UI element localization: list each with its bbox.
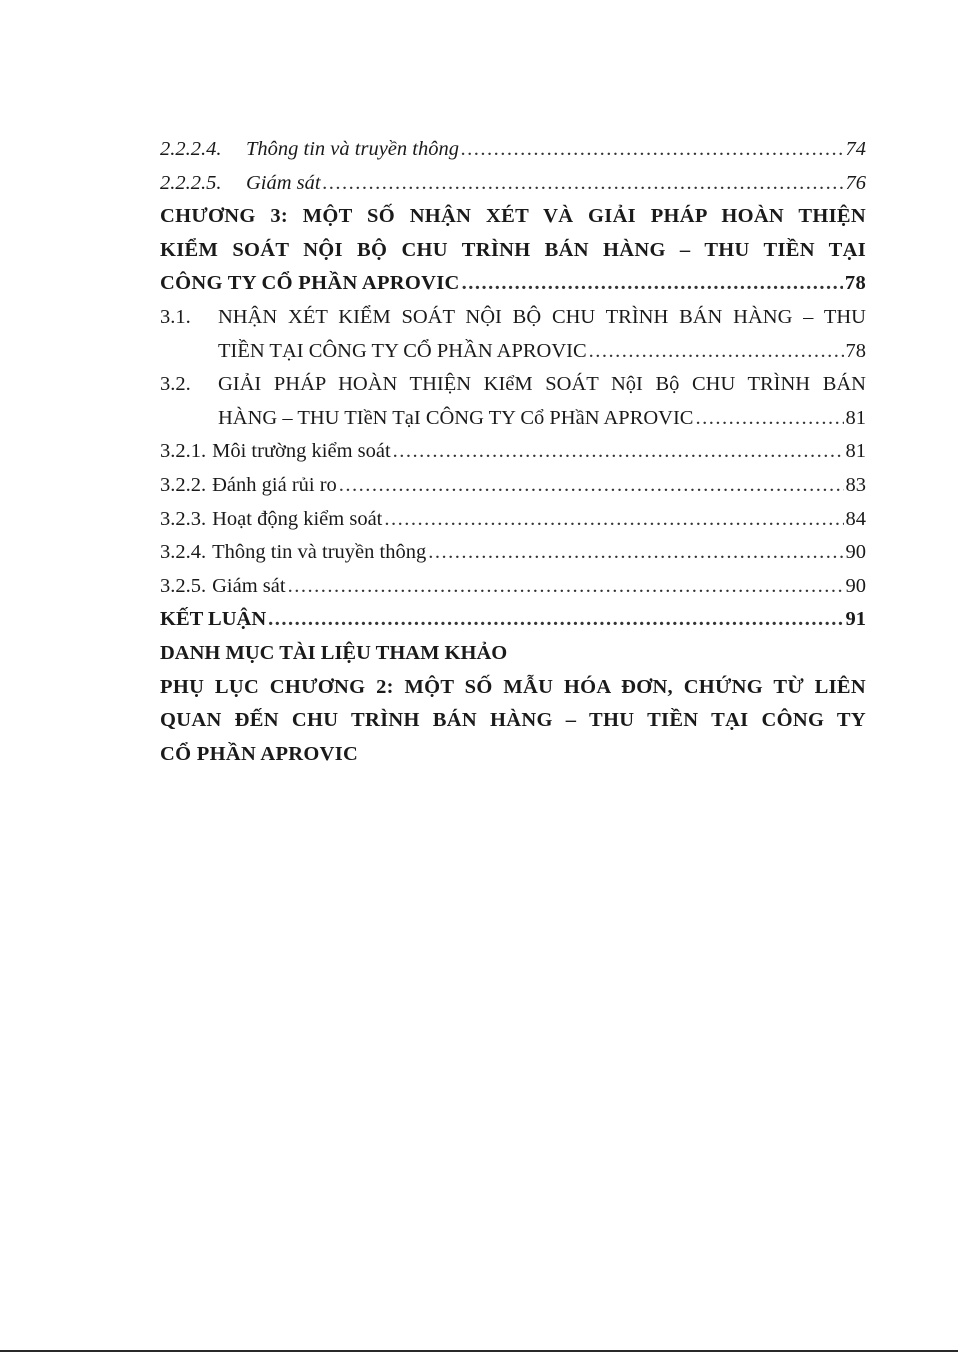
- section-3-1-last-line: [160, 335, 866, 369]
- toc-entry-title: Môi trường kiểm soát: [212, 440, 391, 463]
- section-3-2-first-line: [160, 368, 866, 402]
- toc-entry-number: 3.2.4.: [160, 541, 207, 564]
- toc-entry-page: 84: [845, 507, 866, 530]
- section-3-1-title-line-1: NHẬN XÉT KIỂM SOÁT NỘI BỘ CHU TRÌNH BÁN HÀNG – THU: [218, 305, 866, 328]
- toc-entry-3-2-5[interactable]: [160, 570, 866, 604]
- toc-entry-references[interactable]: [160, 637, 866, 671]
- toc-entry-page: 78: [844, 272, 866, 295]
- toc-section-3-2[interactable]: [160, 368, 866, 435]
- toc-entry-number: 3.1.: [160, 305, 191, 328]
- dot-leader: [393, 435, 844, 469]
- toc-entry-number: 3.2.1.: [160, 440, 207, 463]
- chapter-3-title-line-2: KIỂM SOÁT NỘI BỘ CHU TRÌNH BÁN HÀNG – THU TIỀN TẠI: [160, 238, 866, 261]
- toc-entry-page: 90: [845, 541, 866, 564]
- page-bottom-border: [0, 1350, 958, 1352]
- dot-leader: [268, 603, 843, 637]
- toc-entry-title: Hoạt động kiểm soát: [212, 507, 383, 530]
- toc-entry-title: DANH MỤC TÀI LIỆU THAM KHẢO: [160, 641, 508, 664]
- toc-appendix-chapter-2[interactable]: [160, 671, 866, 772]
- toc-entry-number: 3.2.5.: [160, 574, 207, 597]
- chapter-3-title-line-1: CHƯƠNG 3: MỘT SỐ NHẬN XÉT VÀ GIẢI PHÁP HOÀN THIỆN: [160, 205, 866, 228]
- toc-entry-3-2-2[interactable]: [160, 469, 866, 503]
- appendix-title-line-3: CỔ PHẦN APROVIC: [160, 742, 359, 765]
- toc-entry-title: Giám sát: [212, 574, 286, 597]
- dot-leader: [589, 335, 844, 369]
- toc-entry-3-2-4[interactable]: [160, 536, 866, 570]
- dot-leader: [461, 133, 844, 167]
- appendix-title-line-1: PHỤ LỤC CHƯƠNG 2: MỘT SỐ MẪU HÓA ĐƠN, CHỨNG TỪ LIÊN: [160, 675, 866, 698]
- toc-entry-page: 74: [845, 138, 866, 160]
- toc-entry-title: Giám sát: [246, 171, 321, 194]
- toc-entry-conclusion[interactable]: [160, 603, 866, 637]
- toc-entry-page: 90: [845, 574, 866, 597]
- toc-entry-2-2-2-5[interactable]: [160, 167, 866, 201]
- toc-entry-title: KẾT LUẬN: [160, 608, 267, 631]
- toc-entry-3-2-1[interactable]: [160, 435, 866, 469]
- dot-leader: [323, 167, 844, 201]
- toc-entry-number: 2.2.2.5.: [160, 171, 222, 194]
- toc-entry-number: 3.2.2.: [160, 473, 207, 496]
- toc-entry-page: 81: [845, 406, 866, 429]
- dot-leader: [695, 402, 843, 436]
- toc-entry-title: Thông tin và truyền thông: [212, 541, 427, 564]
- dot-leader: [384, 503, 843, 537]
- section-3-2-last-line: [160, 402, 866, 436]
- toc-entry-title: Đánh giá rủi ro: [212, 473, 337, 496]
- toc-entry-number: 3.2.3.: [160, 507, 207, 530]
- dot-leader: [288, 570, 844, 604]
- toc-entry-number: 2.2.2.4.: [160, 138, 222, 160]
- section-3-2-title-line-2: HÀNG – THU TIềN TạI CÔNG TY Cổ PHầN APROVIC: [218, 406, 694, 429]
- dot-leader: [339, 469, 844, 503]
- section-3-2-title-line-1: GIẢI PHÁP HOÀN THIỆN KIểM SOÁT NộI Bộ CHU TRÌNH BÁN: [218, 373, 866, 396]
- toc-entry-page: 78: [845, 339, 866, 362]
- toc-chapter-3[interactable]: [160, 200, 866, 301]
- toc-entry-3-2-3[interactable]: [160, 503, 866, 537]
- toc-entry-2-2-2-4[interactable]: [160, 133, 866, 167]
- dot-leader: [462, 267, 843, 301]
- toc-entry-page: 83: [845, 473, 866, 496]
- toc-entry-page: 91: [845, 608, 866, 631]
- chapter-3-last-line: [160, 267, 866, 301]
- section-3-1-first-line: [160, 301, 866, 335]
- toc-entry-number: 3.2.: [160, 373, 191, 396]
- toc-entry-title: Thông tin và truyền thông: [246, 138, 459, 160]
- toc-entry-page: 76: [845, 171, 866, 194]
- dot-leader: [428, 536, 843, 570]
- table-of-contents: [160, 133, 866, 771]
- chapter-3-title-line-3: CÔNG TY CỔ PHẦN APROVIC: [160, 272, 460, 295]
- toc-entry-page: 81: [845, 440, 866, 463]
- toc-section-3-1[interactable]: [160, 301, 866, 368]
- appendix-title-line-2: QUAN ĐẾN CHU TRÌNH BÁN HÀNG – THU TIỀN TẠI CÔNG TY: [160, 709, 866, 732]
- section-3-1-title-line-2: TIỀN TẠI CÔNG TY CỔ PHẦN APROVIC: [218, 339, 587, 362]
